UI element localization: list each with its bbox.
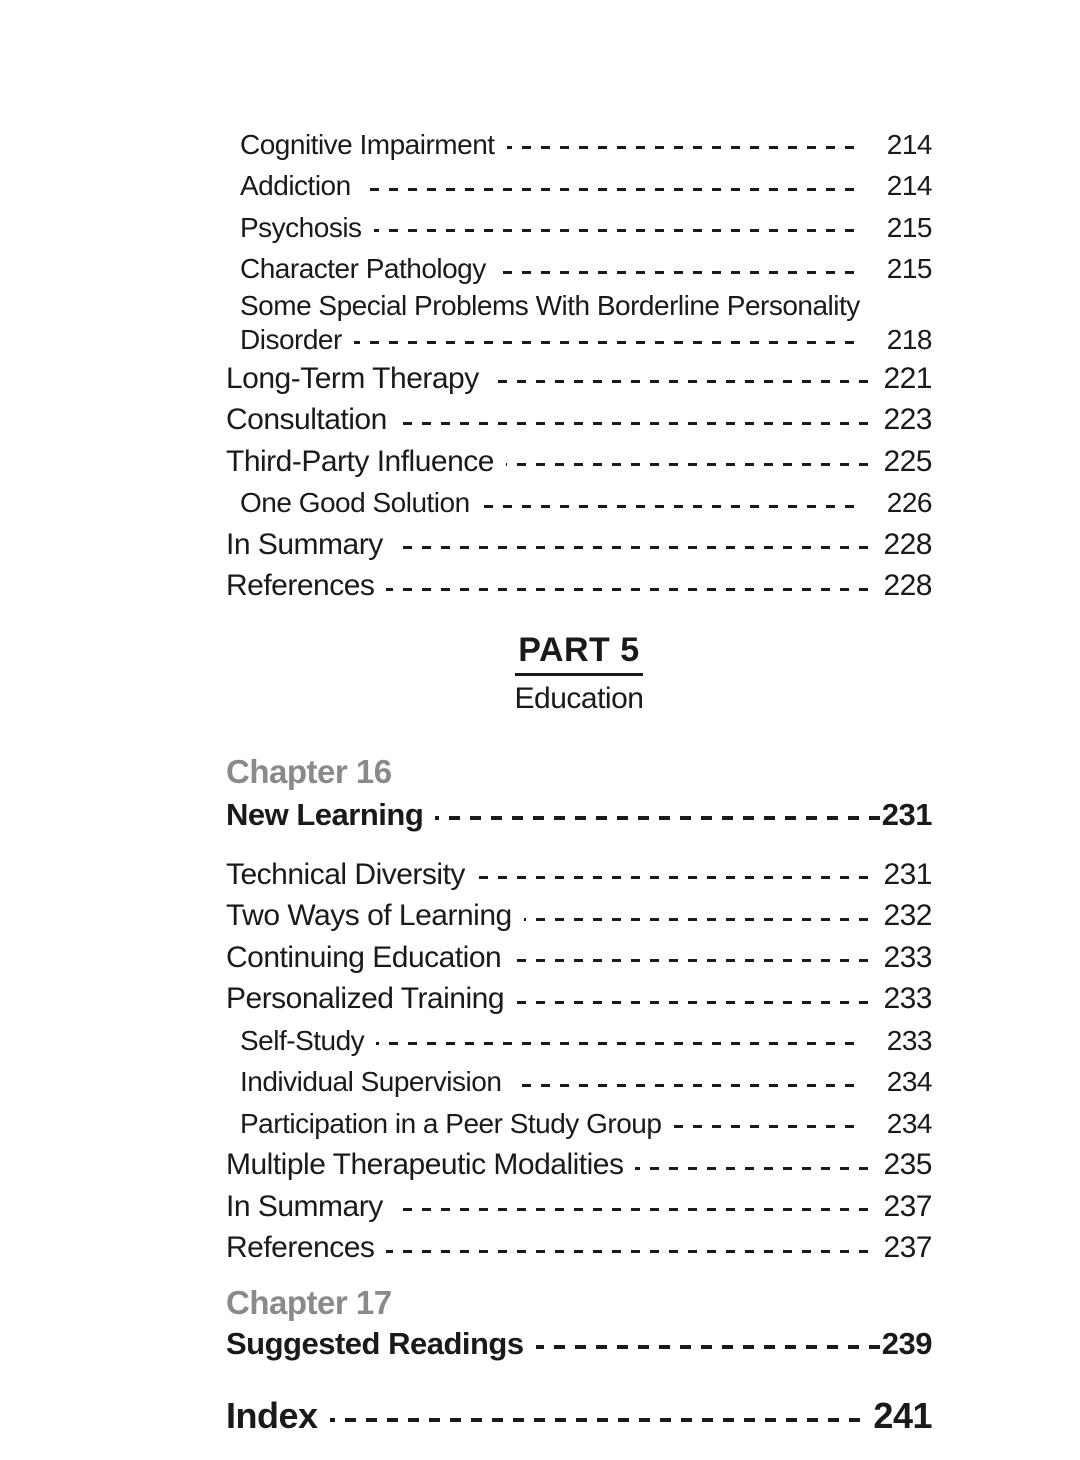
dot-leader bbox=[399, 422, 868, 425]
toc-entry-label: Long-Term Therapy bbox=[226, 361, 479, 395]
toc-entry-page: 237 bbox=[883, 1189, 932, 1223]
index-page: 241 bbox=[873, 1395, 932, 1436]
part-subtitle: Education bbox=[514, 682, 644, 715]
chapter-16-page: 231 bbox=[881, 797, 932, 832]
dot-leader bbox=[673, 1125, 854, 1128]
toc-entry-index bbox=[226, 1394, 932, 1438]
toc-entry bbox=[226, 1186, 932, 1228]
toc-entry-chapter-17-title bbox=[226, 1324, 932, 1364]
dot-leader bbox=[330, 1418, 861, 1422]
toc-entry bbox=[226, 124, 932, 166]
dot-leader bbox=[513, 1084, 854, 1087]
toc-entry-label: Cognitive Impairment bbox=[240, 128, 495, 160]
dot-leader bbox=[363, 188, 854, 191]
toc-entry-label: Individual Supervision bbox=[240, 1066, 502, 1098]
dot-leader bbox=[386, 588, 868, 591]
toc-entry-page: 237 bbox=[883, 1231, 932, 1265]
toc-entry-label: In Summary bbox=[226, 527, 383, 561]
toc-entry-label: One Good Solution bbox=[240, 487, 470, 519]
toc-entry-label: Two Ways of Learning bbox=[226, 899, 512, 933]
toc-entry-label: Technical Diversity bbox=[226, 857, 465, 891]
chapter-16-heading: Chapter 16 bbox=[226, 753, 392, 790]
toc-entry-label: Self-Study bbox=[240, 1024, 365, 1056]
toc-entry-page: 228 bbox=[883, 569, 932, 603]
dot-leader bbox=[435, 816, 880, 820]
toc-entry-page: 214 bbox=[886, 170, 932, 202]
dot-leader bbox=[386, 1250, 868, 1253]
toc-entry bbox=[226, 249, 932, 291]
toc-entry-label: Third-Party Influence bbox=[226, 444, 494, 478]
dot-leader bbox=[376, 1042, 854, 1045]
toc-entry bbox=[226, 441, 932, 483]
toc-entry bbox=[226, 1062, 932, 1104]
dot-leader bbox=[395, 1208, 868, 1211]
toc-entry bbox=[226, 290, 932, 321]
dot-leader bbox=[635, 1167, 868, 1170]
toc-entry-label: Character Pathology bbox=[240, 253, 486, 285]
toc-entry-label: Participation in a Peer Study Group bbox=[240, 1107, 662, 1139]
dot-leader bbox=[524, 918, 868, 921]
dot-leader bbox=[498, 271, 854, 274]
toc-entry bbox=[226, 400, 932, 442]
toc-entry-label: In Summary bbox=[226, 1189, 383, 1223]
toc-entry bbox=[226, 1020, 932, 1062]
toc-entry-label: Addiction bbox=[240, 170, 351, 202]
toc-entry bbox=[226, 166, 932, 208]
chapter-17-title: Suggested Readings bbox=[226, 1326, 524, 1361]
toc-entry-page: 225 bbox=[883, 444, 932, 478]
toc-entry-page: 234 bbox=[886, 1066, 932, 1098]
toc-entry bbox=[226, 937, 932, 979]
toc-entry-label: References bbox=[226, 569, 375, 603]
toc-entry bbox=[226, 1145, 932, 1187]
toc-entry-page: 231 bbox=[883, 857, 932, 891]
toc-entry-page: 234 bbox=[886, 1107, 932, 1139]
dot-leader bbox=[507, 146, 854, 149]
chapter-17-heading: Chapter 17 bbox=[226, 1284, 392, 1321]
toc-entry bbox=[226, 1228, 932, 1270]
toc-entry-chapter-16-title bbox=[226, 795, 932, 835]
toc-entry bbox=[226, 358, 932, 400]
toc-entry-page: 218 bbox=[886, 323, 932, 355]
toc-entry-page: 232 bbox=[883, 899, 932, 933]
toc-entry-page: 215 bbox=[886, 253, 932, 285]
toc-entry bbox=[226, 1103, 932, 1145]
dot-leader bbox=[354, 341, 854, 344]
toc-content bbox=[226, 124, 932, 1438]
toc-entry-page: 223 bbox=[883, 403, 932, 437]
dot-leader bbox=[477, 876, 868, 879]
toc-entry-label: Some Special Problems With Borderline Personality bbox=[240, 289, 860, 321]
toc-entry-label: Disorder bbox=[240, 323, 342, 355]
toc-entry-label: Psychosis bbox=[240, 211, 362, 243]
toc-entry-page: 233 bbox=[883, 982, 932, 1016]
chapter-16-title: New Learning bbox=[226, 797, 424, 832]
toc-entry bbox=[226, 321, 932, 358]
toc-entry-page: 233 bbox=[886, 1024, 932, 1056]
toc-entry bbox=[226, 207, 932, 249]
chapter-17-page: 239 bbox=[881, 1326, 932, 1361]
part-title: PART 5 bbox=[515, 631, 642, 676]
dot-leader bbox=[513, 959, 868, 962]
toc-entry-label: Multiple Therapeutic Modalities bbox=[226, 1148, 624, 1182]
toc-entry-page: 233 bbox=[883, 940, 932, 974]
toc-entry bbox=[226, 483, 932, 525]
dot-leader bbox=[536, 1345, 880, 1349]
toc-entry bbox=[226, 854, 932, 896]
toc-section-b bbox=[226, 854, 932, 1269]
dot-leader bbox=[516, 1001, 868, 1004]
toc-entry-page: 214 bbox=[886, 128, 932, 160]
toc-entry-label: Consultation bbox=[226, 403, 387, 437]
toc-entry bbox=[226, 896, 932, 938]
part-heading-block bbox=[226, 631, 932, 716]
toc-entry-label: Continuing Education bbox=[226, 940, 502, 974]
dot-leader bbox=[374, 229, 854, 232]
dot-leader bbox=[506, 463, 868, 466]
toc-entry-page: 226 bbox=[886, 487, 932, 519]
index-label: Index bbox=[226, 1395, 318, 1436]
toc-section-a bbox=[226, 124, 932, 607]
toc-entry-page: 221 bbox=[883, 361, 932, 395]
toc-entry-label: References bbox=[226, 1231, 375, 1265]
toc-entry bbox=[226, 566, 932, 608]
dot-leader bbox=[395, 546, 868, 549]
toc-entry-page: 215 bbox=[886, 211, 932, 243]
dot-leader bbox=[491, 380, 868, 383]
dot-leader bbox=[482, 505, 854, 508]
toc-entry bbox=[226, 979, 932, 1021]
toc-entry-label: Personalized Training bbox=[226, 982, 505, 1016]
toc-entry bbox=[226, 524, 932, 566]
toc-entry-page: 235 bbox=[883, 1148, 932, 1182]
toc-entry-page: 228 bbox=[883, 527, 932, 561]
